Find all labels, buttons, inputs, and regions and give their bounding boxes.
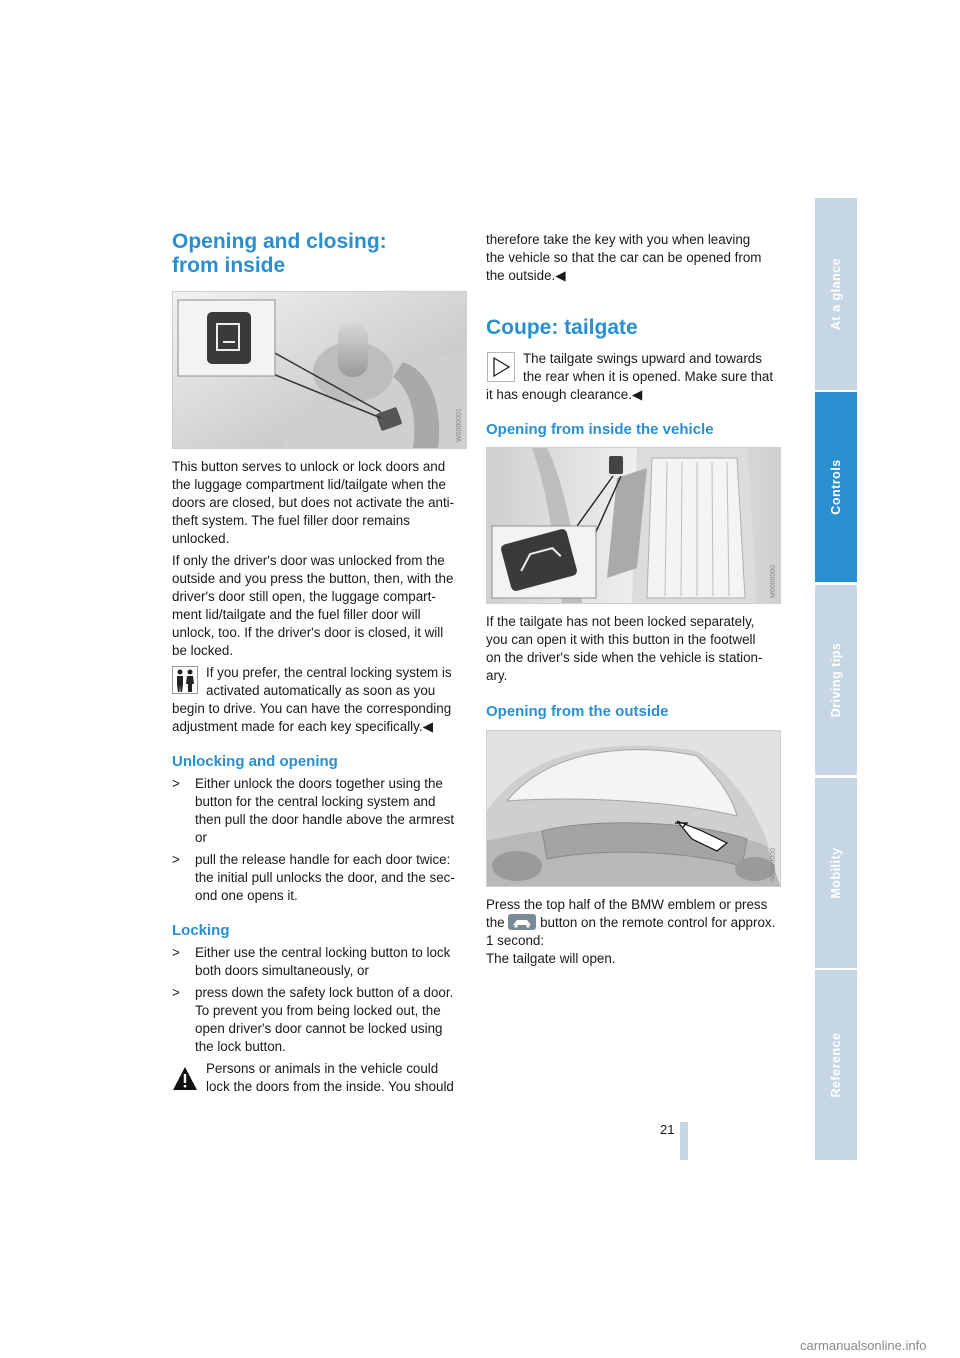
lock-bullet-1: > Either use the central locking button to lock both doors simultaneously, or [172, 945, 451, 978]
inside-opening-paragraph: If the tailgate has not been locked separately, you can open it with this button in the footwell on the driver's side when the vehicle is station- ary. [486, 614, 763, 683]
sidebar-tab-driving-tips[interactable] [815, 585, 857, 775]
section-heading-opening-closing [172, 230, 387, 278]
sidebar-tab-label: Mobility [829, 847, 843, 899]
page-number-bar [680, 1122, 688, 1160]
intro-paragraph: This button serves to unlock or lock doors and the luggage compartment lid/tailgate when the doors are closed, but does not activate the anti- theft system. The fuel filler door remains unlocked. [172, 459, 455, 546]
tailgate-clearance-note: The tailgate swings upward and towards the rear when it is opened. Make sure that it has enough clearance.◀ [486, 351, 774, 402]
console-lock-button-photo [172, 291, 467, 449]
sidebar-tab-label: At a glance [829, 257, 843, 331]
heading-line: from inside [172, 254, 286, 277]
warning-continuation: therefore take the key with you when leaving the vehicle so that the car can be opened from the outside.◀ [486, 232, 762, 283]
page-number: 21 [660, 1122, 675, 1137]
footwell-tailgate-button-photo [486, 447, 781, 604]
unlock-bullet-2: > pull the release handle for each door twice: the initial pull unlocks the door, and the sec- ond one opens it. [172, 852, 455, 903]
photo-code: M0000000 [770, 847, 777, 881]
sidebar-tab-label: Driving tips [829, 642, 843, 718]
sidebar-tab-reference[interactable] [815, 970, 857, 1160]
console-illustration [173, 292, 466, 448]
driver-door-paragraph: If only the driver's door was unlocked from the outside and you press the button, then, with the driver's door still open, the luggage compart- ment lid/tailgate and the fuel filler door will unlock, too. If the driver's door is closed, it will be locked. [172, 553, 454, 658]
sidebar-tab-controls[interactable] [815, 392, 857, 582]
unlocking-opening-heading: Unlocking and opening [172, 753, 338, 770]
sidebar-tab-label: Reference [829, 1032, 843, 1098]
opening-outside-heading: Opening from the outside [486, 703, 669, 720]
sidebar-tab-at-a-glance[interactable] [815, 198, 857, 390]
footer-watermark: carmanualsonline.info [800, 1338, 927, 1353]
lock-bullet-2: > press down the safety lock button of a door. To prevent you from being locked out, the open driver's door cannot be locked using the lock button. [172, 985, 454, 1054]
warning-triangle-icon [172, 1066, 198, 1092]
heading-line: Opening and closing: [172, 230, 387, 253]
unlock-bullet-1: > Either unlock the doors together using the button for the central locking system and then pull the door handle above the armrest or [172, 776, 455, 845]
opening-inside-heading: Opening from inside the vehicle [486, 421, 714, 438]
sidebar-tab-mobility[interactable] [815, 778, 857, 968]
locking-heading: Locking [172, 922, 230, 939]
warning-text: Persons or animals in the vehicle could lock the doors from the inside. You should [206, 1061, 454, 1094]
photo-code: W0000001 [456, 408, 463, 442]
photo-code: M0000000 [770, 564, 777, 598]
car-remote-icon [508, 914, 536, 930]
coupe-rear-emblem-photo [486, 730, 781, 887]
auto-lock-note: If you prefer, the central locking system is activated automatically as soon as you begin to drive. You can have the corresponding adjustment made for each key specifically.◀ [172, 665, 452, 734]
section-heading-coupe-tailgate: Coupe: tailgate [486, 316, 638, 339]
outside-opening-paragraph: Press the top half of the BMW emblem or press the button on the remote control for approx. 1 second: The tailgate will open. [486, 897, 776, 966]
sidebar-tab-label: Controls [829, 459, 843, 515]
